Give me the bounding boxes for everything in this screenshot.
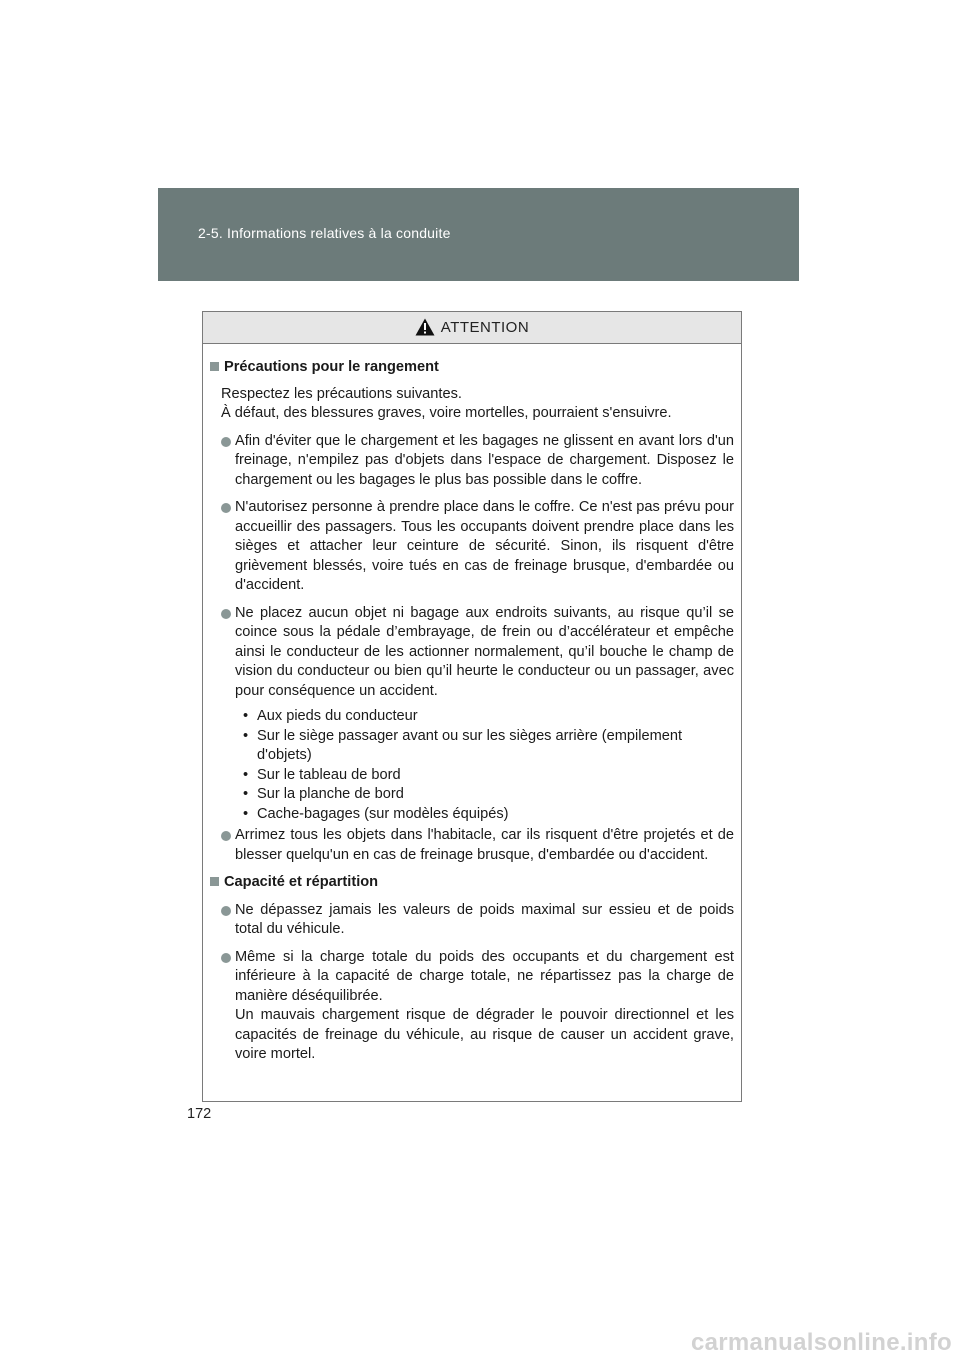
round-bullet-icon: [221, 906, 231, 916]
sublist-item: • Sur la planche de bord: [243, 786, 404, 802]
list-item: Ne placez aucun objet ni bagage aux endroits suivants, au risque qu’il se coince sous la pédale d’embrayage, de frein ou d’accélérateur et empêche ainsi le conducteur de les actionner normalement, qu’il bouche le champ de vision du conducteur ou bien qu’il heurte le conducteur ou un passager, avec pour conséquence un accident.: [210, 604, 734, 702]
watermark: carmanualsonline.info: [690, 1329, 952, 1356]
round-bullet-icon: [221, 609, 231, 619]
round-bullet-icon: [221, 953, 231, 963]
list-item: Arrimez tous les objets dans l'habitacle, car ils risquent d'être projetés et de blesser quelqu'un en cas de freinage brusque, d'embardée ou d'accident.: [210, 826, 734, 865]
square-bullet-icon: [210, 877, 219, 886]
sublist-item: • Aux pieds du conducteur: [243, 708, 418, 724]
round-bullet-icon: [221, 503, 231, 513]
sublist-item: • Cache-bagages (sur modèles équipés): [243, 805, 509, 822]
attention-body: [203, 344, 741, 1065]
attention-box: [202, 311, 742, 1102]
sublist-item: • Sur le siège passager avant ou sur les sièges arrière (empilement d'objets): [243, 727, 683, 763]
warning-triangle-icon: [415, 318, 435, 336]
square-bullet-icon: [210, 362, 219, 371]
list-item: Même si la charge totale du poids des occupants et du chargement est inférieure à la capacité de charge totale, ne répartissez pas la charge de manière déséquilibrée. Un mauvais chargement risque de dégrader le pouvoir directionnel et les capacités de freinage du véhicule, au risque de causer un accident grave, voire mortel.: [210, 948, 734, 1065]
chapter-header-band: [158, 188, 799, 281]
attention-header: [203, 312, 741, 344]
section-heading-capacity: Capacité et répartition: [210, 873, 734, 893]
list-item: Afin d'éviter que le chargement et les bagages ne glissent en avant lors d'un freinage, n'empilez pas d'objets dans l'espace de chargement. Disposez le chargement ou les bagages le plus bas possible dans le coffre.: [210, 432, 734, 491]
list-item: Ne dépassez jamais les valeurs de poids maximal sur essieu et de poids total du véhicule.: [210, 901, 734, 940]
round-bullet-icon: [221, 437, 231, 447]
location-sublist: [210, 707, 734, 824]
section-intro: Respectez les précautions suivantes. À défaut, des blessures graves, voire mortelles, pourraient s'ensuivre.: [221, 385, 672, 421]
section-heading-storage: Précautions pour le rangement: [210, 358, 734, 378]
sublist-item: • Sur le tableau de bord: [243, 766, 401, 783]
list-item: N'autorisez personne à prendre place dans le coffre. Ce n'est pas prévu pour accueillir des passagers. Tous les occupants doivent prendre place dans les sièges et attacher leur ceinture de sécurité. Sinon, ils risquent d'être grièvement blessés, voire tués en cas de freinage brusque, d'embardée ou d'accident.: [210, 498, 734, 596]
chapter-title: 2-5. Informations relatives à la conduite: [198, 225, 451, 241]
attention-title: ATTENTION: [440, 319, 530, 336]
page-number: 172: [187, 1106, 212, 1122]
round-bullet-icon: [221, 831, 231, 841]
